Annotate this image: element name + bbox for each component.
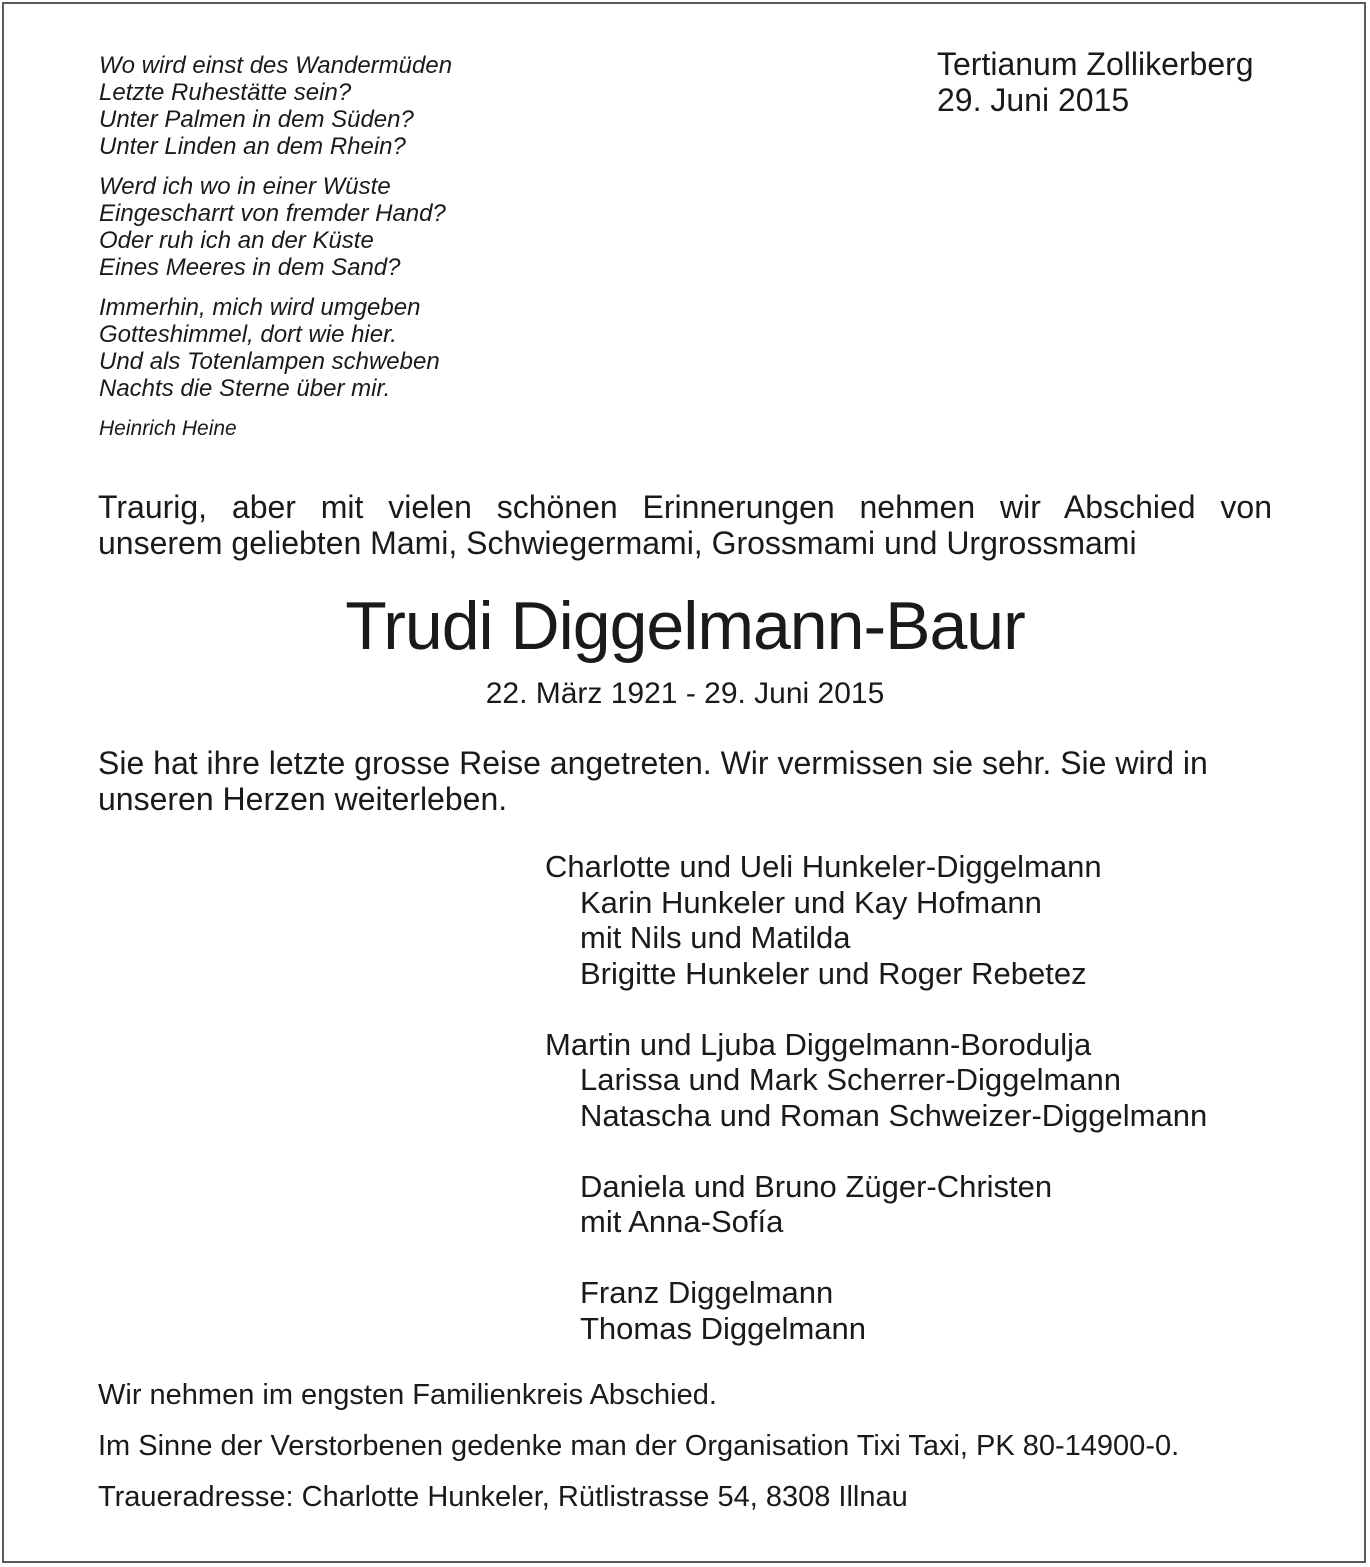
poem-author: Heinrich Heine bbox=[99, 417, 237, 440]
date: 29. Juni 2015 bbox=[937, 82, 1130, 118]
place-date bbox=[937, 46, 1254, 118]
donation-note: Im Sinne der Verstorbenen gedenke man der Organisation Tixi Taxi, PK 80-14900-0. bbox=[98, 1430, 1180, 1462]
poem-line: Werd ich wo in einer Wüste bbox=[99, 173, 391, 200]
poem-line: Oder ruh ich an der Küste bbox=[99, 227, 374, 254]
family-member: Thomas Diggelmann bbox=[580, 1310, 867, 1346]
poem-line: Eines Meeres in dem Sand? bbox=[99, 254, 401, 281]
poem-stanza bbox=[99, 294, 619, 402]
family-head: Charlotte und Ueli Hunkeler-Diggelmann bbox=[545, 849, 1102, 884]
family-group bbox=[545, 1169, 1207, 1240]
poem-line: Unter Linden an dem Rhein? bbox=[99, 133, 406, 160]
family-member: Larissa und Mark Scherrer-Diggelmann bbox=[580, 1062, 1122, 1097]
poem-line: Eingescharrt von fremder Hand? bbox=[99, 200, 446, 227]
poem-line: Letzte Ruhestätte sein? bbox=[99, 79, 352, 106]
message-line: Sie hat ihre letzte grosse Reise angetreten. Wir vermissen sie sehr. Sie wird in bbox=[98, 745, 1208, 781]
farewell-note: Wir nehmen im engsten Familienkreis Abschied. bbox=[98, 1379, 717, 1411]
family-group bbox=[545, 1027, 1207, 1134]
family-member: Daniela und Bruno Züger-Christen bbox=[580, 1168, 1053, 1204]
deceased-name: Trudi Diggelmann-Baur bbox=[345, 588, 1025, 664]
family-member: mit Nils und Matilda bbox=[580, 920, 851, 955]
poem-stanza bbox=[99, 52, 619, 160]
poem-line: Unter Palmen in dem Süden? bbox=[99, 106, 414, 133]
poem-stanza bbox=[99, 173, 619, 281]
intro-line: Traurig, aber mit vielen schönen Erinnerungen nehmen wir Abschied von bbox=[98, 489, 1272, 525]
family-member: Karin Hunkeler und Kay Hofmann bbox=[580, 884, 1042, 920]
family-member: Franz Diggelmann bbox=[580, 1275, 834, 1310]
poem-line: Immerhin, mich wird umgeben bbox=[99, 294, 421, 321]
poem bbox=[99, 52, 619, 442]
family-group bbox=[545, 1275, 1207, 1346]
family-head: Martin und Ljuba Diggelmann-Borodulja bbox=[545, 1026, 1092, 1062]
poem-line: Wo wird einst des Wandermüden bbox=[99, 52, 453, 79]
message-text bbox=[98, 745, 1278, 817]
family-member: Natascha und Roman Schweizer-Diggelmann bbox=[580, 1097, 1208, 1133]
family-group bbox=[545, 849, 1207, 991]
family-member: mit Anna-Sofía bbox=[580, 1204, 784, 1239]
poem-line: Und als Totenlampen schweben bbox=[99, 348, 440, 375]
poem-line: Gotteshimmel, dort wie hier. bbox=[99, 321, 397, 348]
message-line: unseren Herzen weiterleben. bbox=[98, 781, 508, 817]
family-list bbox=[545, 849, 1207, 1382]
place: Tertianum Zollikerberg bbox=[937, 46, 1254, 82]
intro-line: unserem geliebten Mami, Schwiegermami, Grossmami und Urgrossmami bbox=[98, 525, 1137, 561]
poem-line: Nachts die Sterne über mir. bbox=[99, 375, 391, 402]
lifespan: 22. März 1921 - 29. Juni 2015 bbox=[485, 677, 885, 710]
family-member: Brigitte Hunkeler und Roger Rebetez bbox=[580, 955, 1087, 991]
mourning-address: Traueradresse: Charlotte Hunkeler, Rütlistrasse 54, 8308 Illnau bbox=[98, 1481, 908, 1513]
intro-text bbox=[98, 489, 1272, 561]
